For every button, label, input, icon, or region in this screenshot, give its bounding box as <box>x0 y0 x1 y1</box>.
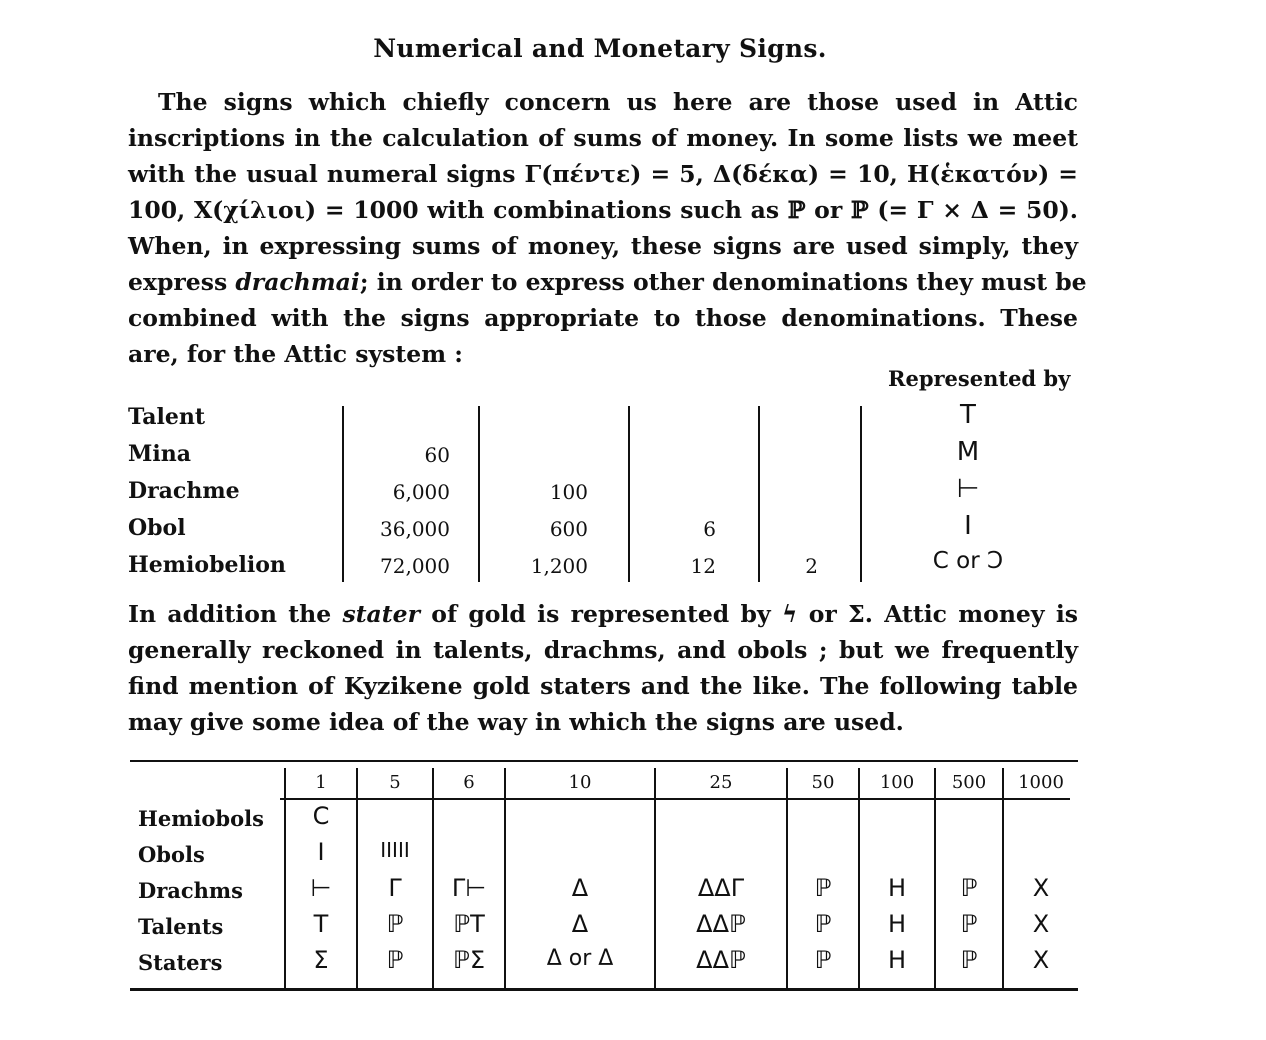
row-label: Drachms <box>138 878 243 903</box>
denomination-value: 60 <box>424 443 450 467</box>
denomination-value: 36,000 <box>380 517 450 541</box>
text-line: find mention of Kyzikene gold staters and the like. The following table <box>128 672 1078 700</box>
text-fragment: ; in order to express other denominations they must be <box>359 268 1087 296</box>
denomination-symbol: I <box>964 511 972 541</box>
text-fragment: In addition the <box>128 600 332 628</box>
text-line: The signs which chiefly concern us here are those used in Attic <box>158 88 1078 116</box>
denomination-symbol: ⊢ <box>956 474 980 504</box>
denomination-name: Mina <box>128 441 191 467</box>
text-line <box>128 264 1087 300</box>
table-cell: Σ <box>313 946 329 974</box>
table-cell: ℙ <box>386 946 404 974</box>
denomination-name: Obol <box>128 515 186 541</box>
table-cell: ℙ <box>814 910 832 938</box>
column-divider <box>860 406 862 582</box>
text-line: are, for the Attic system : <box>128 340 463 368</box>
column-header: 1 <box>315 772 327 793</box>
intro-paragraph <box>128 84 1087 372</box>
denomination-symbol: C or Ɔ <box>932 548 1004 574</box>
table-cell: ⊢ <box>310 874 332 902</box>
denomination-value: 100 <box>549 480 588 504</box>
represented-by-heading: Represented by <box>888 366 1071 391</box>
table-cell: ℙ <box>386 910 404 938</box>
denomination-symbol: T <box>960 400 976 430</box>
denomination-value: 6 <box>703 517 716 541</box>
table-cell: ΔΔℙ <box>696 910 746 938</box>
column-divider <box>758 406 760 582</box>
table-cell: Δ <box>571 874 589 902</box>
column-header: 500 <box>951 772 987 793</box>
table-cell: ℙ <box>814 946 832 974</box>
table-cell: ℙ <box>960 874 978 902</box>
row-label: Talents <box>138 914 224 939</box>
table-rule <box>280 798 1070 800</box>
table-cell: H <box>887 910 907 938</box>
italic-term: drachmai <box>235 268 360 296</box>
text-line <box>128 596 1078 632</box>
column-header: 6 <box>463 772 475 793</box>
column-divider <box>628 406 630 582</box>
denomination-value: 72,000 <box>380 554 450 578</box>
text-fragment: of gold is represented by ϟ or Σ. Attic money is <box>431 600 1078 628</box>
table-cell: H <box>887 946 907 974</box>
table-cell: H <box>887 874 907 902</box>
table-cell: ΔΔΓ <box>697 874 745 902</box>
text-fragment: express <box>128 268 228 296</box>
table-cell: ℙ <box>960 946 978 974</box>
table-cell: X <box>1032 946 1050 974</box>
text-line: combined with the signs appropriate to those denominations. These <box>128 304 1078 332</box>
table-cell: X <box>1032 910 1050 938</box>
page-title: Numerical and Monetary Signs. <box>373 34 827 63</box>
usage-table <box>130 760 1078 992</box>
denomination-value: 600 <box>549 517 588 541</box>
denomination-value: 2 <box>805 554 818 578</box>
column-header: 10 <box>568 772 592 793</box>
denomination-value: 1,200 <box>530 554 588 578</box>
denomination-name: Hemiobelion <box>128 552 286 578</box>
denomination-symbol: M <box>956 437 980 467</box>
table-cell: ℙΣ <box>453 946 485 974</box>
column-divider <box>342 406 344 582</box>
denomination-value: 6,000 <box>392 480 450 504</box>
text-line: may give some idea of the way in which the signs are used. <box>128 708 904 736</box>
table-cell: C <box>312 802 330 830</box>
row-label: Obols <box>138 842 205 867</box>
table-cell: Δ or Δ <box>546 946 614 971</box>
table-cell: Γ <box>388 874 402 902</box>
table-rule <box>130 760 1078 762</box>
text-line: with the usual numeral signs Γ(πέντε) = 5, Δ(δέκα) = 10, Η(ἑκατόν) = <box>128 160 1078 188</box>
column-header: 5 <box>389 772 401 793</box>
denomination-table <box>128 400 1088 590</box>
text-line: generally reckoned in talents, drachms, and obols ; but we frequently <box>128 636 1078 664</box>
table-rule <box>130 988 1078 991</box>
second-paragraph <box>128 596 1078 740</box>
denomination-name: Drachme <box>128 478 240 504</box>
table-cell: ℙ <box>814 874 832 902</box>
denomination-name: Talent <box>128 404 206 430</box>
table-cell: IIIII <box>380 838 410 862</box>
table-cell: Δ <box>571 910 589 938</box>
table-cell: ℙT <box>453 910 485 938</box>
table-cell: I <box>317 838 325 866</box>
text-line: inscriptions in the calculation of sums of money. In some lists we meet <box>128 124 1078 152</box>
column-header: 25 <box>709 772 733 793</box>
text-line: When, in expressing sums of money, these signs are used simply, they <box>128 232 1078 260</box>
table-cell: Γ⊢ <box>451 874 487 902</box>
table-cell: ΔΔℙ <box>696 946 746 974</box>
row-label: Hemiobols <box>138 806 264 831</box>
text-line: 100, Χ(χίλιοι) = 1000 with combinations such as ℙ or ℙ (= Γ × Δ = 50). <box>128 196 1078 224</box>
row-label: Staters <box>138 950 223 975</box>
italic-term: stater <box>342 600 420 628</box>
column-header: 100 <box>879 772 915 793</box>
column-header: 50 <box>811 772 835 793</box>
table-cell: ℙ <box>960 910 978 938</box>
column-divider <box>478 406 480 582</box>
denomination-value: 12 <box>690 554 716 578</box>
table-cell: T <box>313 910 329 938</box>
column-header: 1000 <box>1018 772 1064 793</box>
table-cell: X <box>1032 874 1050 902</box>
